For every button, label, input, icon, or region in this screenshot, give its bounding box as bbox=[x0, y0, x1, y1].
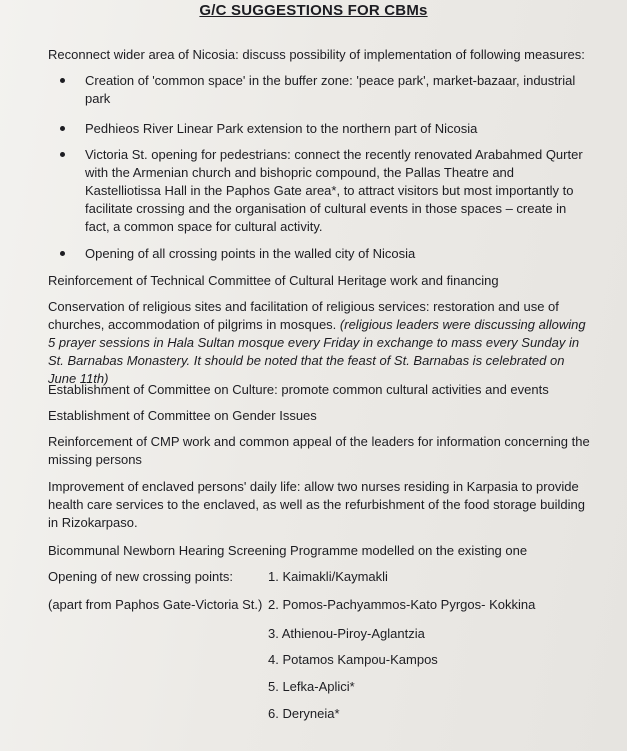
crossing-item: 6. Deryneia* bbox=[268, 706, 340, 721]
enclaved-paragraph: Improvement of enclaved persons' daily life: allow two nurses residing in Karpasia to provide health care services to the enclaved, as well as the refurbishment of the food storage building in Rizokarpaso. bbox=[48, 479, 585, 530]
bullet-text: Pedhieos River Linear Park extension to the northern part of Nicosia bbox=[85, 121, 478, 136]
bullet-text: Victoria St. opening for pedestrians: connect the recently renovated Arabahmed Qurter with the Armenian church and bishopric compound, the Pallas Theatre and Kastelliotissa Hall in the Paphos Gate area*, to attract visitors but most importantly to facilitate crossing and the organisation of cultural events in those spaces – create in fact, a common space for cultural activity. bbox=[85, 147, 583, 234]
bullet-text: Creation of 'common space' in the buffer zone: 'peace park', market-bazaar, industrial park bbox=[85, 73, 576, 106]
crossing-label-note: (apart from Paphos Gate-Victoria St.) bbox=[48, 597, 263, 612]
document-title: G/C SUGGESTIONS FOR CBMs bbox=[199, 2, 428, 19]
conservation-paragraph bbox=[48, 298, 596, 388]
crossing-item: 2. Pomos-Pachyammos-Kato Pyrgos- Kokkina bbox=[268, 597, 536, 612]
culture-paragraph: Establishment of Committee on Culture: promote common cultural activities and events bbox=[48, 382, 549, 397]
gender-paragraph: Establishment of Committee on Gender Issues bbox=[48, 408, 317, 423]
technical-committee-paragraph: Reinforcement of Technical Committee of Cultural Heritage work and financing bbox=[48, 273, 499, 288]
cmp-paragraph: Reinforcement of CMP work and common appeal of the leaders for information concerning the missing persons bbox=[48, 434, 590, 467]
crossing-item: 5. Lefka-Aplici* bbox=[268, 679, 355, 694]
bullet-text: Opening of all crossing points in the walled city of Nicosia bbox=[85, 246, 416, 261]
hearing-paragraph: Bicommunal Newborn Hearing Screening Programme modelled on the existing one bbox=[48, 543, 528, 558]
crossing-item: 4. Potamos Kampou-Kampos bbox=[268, 652, 438, 667]
conservation-note: (religious leaders were discussing allowing 5 prayer sessions in Hala Sultan mosque every Friday in exchange to mass every Sunday in St. Barnabas Monastery. It should be noted that the feast of St. Barnabas is celebrated on June 11th) bbox=[48, 317, 586, 386]
conservation-text: Conservation of religious sites and facilitation of religious services: restoration and use of churches, accommodation of pilgrims in mosques. bbox=[48, 299, 559, 332]
crossing-label: Opening of new crossing points: bbox=[48, 569, 233, 584]
crossing-item: 3. Athienou-Piroy-Aglantzia bbox=[268, 626, 425, 641]
intro-paragraph: Reconnect wider area of Nicosia: discuss possibility of implementation of following measures: bbox=[48, 47, 585, 62]
crossing-item: 1. Kaimakli/Kaymakli bbox=[268, 569, 388, 584]
